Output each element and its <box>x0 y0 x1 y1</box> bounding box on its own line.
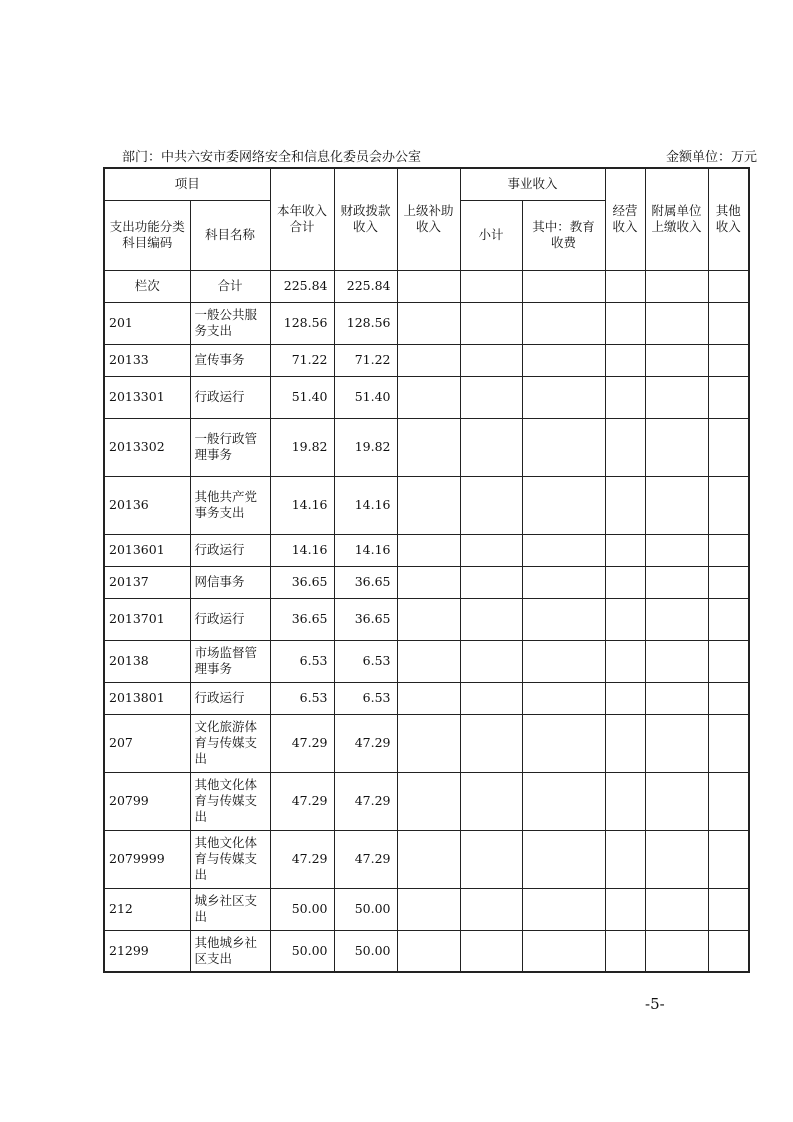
cell-superior <box>397 376 460 418</box>
cell-total: 14.16 <box>270 476 334 534</box>
cell-affiliated <box>645 418 708 476</box>
cell-total: 47.29 <box>270 714 334 772</box>
cell-code: 栏次 <box>104 270 190 302</box>
cell-other <box>708 566 749 598</box>
table-row <box>104 714 749 772</box>
table-row <box>104 344 749 376</box>
cell-affiliated <box>645 830 708 888</box>
cell-operation <box>605 270 645 302</box>
cell-subtotal <box>460 830 522 888</box>
cell-code: 201 <box>104 302 190 344</box>
cell-affiliated <box>645 682 708 714</box>
cell-total: 6.53 <box>270 640 334 682</box>
cell-edu <box>522 930 605 972</box>
cell-operation <box>605 830 645 888</box>
cell-subtotal <box>460 772 522 830</box>
page-number: -5- <box>645 995 665 1013</box>
cell-code: 207 <box>104 714 190 772</box>
cell-edu <box>522 534 605 566</box>
table-row <box>104 270 749 302</box>
cell-code: 2013601 <box>104 534 190 566</box>
cell-operation <box>605 534 645 566</box>
cell-fiscal: 71.22 <box>334 344 397 376</box>
cell-affiliated <box>645 714 708 772</box>
cell-subtotal <box>460 888 522 930</box>
cell-name: 行政运行 <box>190 376 270 418</box>
cell-operation <box>605 772 645 830</box>
cell-name: 其他文化体育与传媒支出 <box>190 772 270 830</box>
cell-code: 20138 <box>104 640 190 682</box>
table-row <box>104 772 749 830</box>
cell-name: 其他共产党事务支出 <box>190 476 270 534</box>
cell-superior <box>397 476 460 534</box>
table-row <box>104 930 749 972</box>
cell-subtotal <box>460 714 522 772</box>
cell-fiscal: 14.16 <box>334 476 397 534</box>
table-row <box>104 476 749 534</box>
cell-name: 其他城乡社区支出 <box>190 930 270 972</box>
cell-edu <box>522 302 605 344</box>
cell-superior <box>397 640 460 682</box>
cell-other <box>708 534 749 566</box>
cell-superior <box>397 930 460 972</box>
header-affiliated: 附属单位上缴收入 <box>645 168 708 270</box>
cell-affiliated <box>645 566 708 598</box>
cell-subtotal <box>460 640 522 682</box>
cell-total: 51.40 <box>270 376 334 418</box>
cell-name: 合计 <box>190 270 270 302</box>
cell-operation <box>605 640 645 682</box>
cell-fiscal: 50.00 <box>334 888 397 930</box>
cell-fiscal: 51.40 <box>334 376 397 418</box>
cell-affiliated <box>645 344 708 376</box>
cell-code: 20137 <box>104 566 190 598</box>
header-business: 事业收入 <box>460 168 605 200</box>
cell-fiscal: 6.53 <box>334 682 397 714</box>
cell-other <box>708 418 749 476</box>
cell-edu <box>522 682 605 714</box>
header-subtotal: 小计 <box>460 200 522 270</box>
cell-operation <box>605 476 645 534</box>
cell-code: 2013801 <box>104 682 190 714</box>
cell-affiliated <box>645 930 708 972</box>
cell-name: 行政运行 <box>190 534 270 566</box>
cell-other <box>708 830 749 888</box>
cell-operation <box>605 302 645 344</box>
header-operation: 经营收入 <box>605 168 645 270</box>
cell-operation <box>605 566 645 598</box>
cell-code: 2013301 <box>104 376 190 418</box>
cell-other <box>708 344 749 376</box>
table-row <box>104 534 749 566</box>
cell-name: 网信事务 <box>190 566 270 598</box>
cell-other <box>708 682 749 714</box>
cell-superior <box>397 344 460 376</box>
cell-total: 19.82 <box>270 418 334 476</box>
cell-edu <box>522 640 605 682</box>
unit-label: 金额单位：万元 <box>665 150 757 165</box>
cell-subtotal <box>460 534 522 566</box>
cell-total: 128.56 <box>270 302 334 344</box>
cell-operation <box>605 598 645 640</box>
header-edu: 其中：教育收费 <box>522 200 605 270</box>
cell-name: 市场监督管理事务 <box>190 640 270 682</box>
header-fiscal: 财政拨款收入 <box>334 168 397 270</box>
cell-subtotal <box>460 302 522 344</box>
cell-superior <box>397 830 460 888</box>
cell-name: 宣传事务 <box>190 344 270 376</box>
cell-superior <box>397 534 460 566</box>
cell-affiliated <box>645 640 708 682</box>
cell-subtotal <box>460 598 522 640</box>
table-row <box>104 418 749 476</box>
cell-code: 2079999 <box>104 830 190 888</box>
cell-subtotal <box>460 566 522 598</box>
cell-operation <box>605 888 645 930</box>
header-superior: 上级补助收入 <box>397 168 460 270</box>
cell-affiliated <box>645 772 708 830</box>
table-row <box>104 598 749 640</box>
cell-fiscal: 19.82 <box>334 418 397 476</box>
cell-affiliated <box>645 270 708 302</box>
cell-subtotal <box>460 376 522 418</box>
cell-affiliated <box>645 302 708 344</box>
cell-edu <box>522 418 605 476</box>
cell-total: 47.29 <box>270 830 334 888</box>
cell-edu <box>522 344 605 376</box>
cell-code: 20133 <box>104 344 190 376</box>
cell-code: 2013302 <box>104 418 190 476</box>
cell-fiscal: 6.53 <box>334 640 397 682</box>
cell-total: 50.00 <box>270 930 334 972</box>
cell-superior <box>397 682 460 714</box>
cell-operation <box>605 930 645 972</box>
cell-total: 36.65 <box>270 598 334 640</box>
cell-superior <box>397 566 460 598</box>
cell-code: 212 <box>104 888 190 930</box>
cell-other <box>708 714 749 772</box>
cell-other <box>708 888 749 930</box>
cell-subtotal <box>460 270 522 302</box>
cell-operation <box>605 418 645 476</box>
cell-other <box>708 476 749 534</box>
cell-name: 一般行政管理事务 <box>190 418 270 476</box>
cell-name: 文化旅游体育与传媒支出 <box>190 714 270 772</box>
cell-total: 6.53 <box>270 682 334 714</box>
table-row <box>104 888 749 930</box>
cell-superior <box>397 302 460 344</box>
cell-superior <box>397 598 460 640</box>
cell-other <box>708 376 749 418</box>
cell-operation <box>605 344 645 376</box>
cell-superior <box>397 270 460 302</box>
cell-other <box>708 598 749 640</box>
cell-affiliated <box>645 888 708 930</box>
income-table <box>103 167 750 973</box>
header-other: 其他收入 <box>708 168 749 270</box>
cell-total: 14.16 <box>270 534 334 566</box>
cell-superior <box>397 888 460 930</box>
header-project: 项目 <box>104 168 270 200</box>
department-label: 部门：中共六安市委网络安全和信息化委员会办公室 <box>122 150 422 165</box>
cell-fiscal: 225.84 <box>334 270 397 302</box>
cell-edu <box>522 566 605 598</box>
cell-code: 20799 <box>104 772 190 830</box>
cell-affiliated <box>645 534 708 566</box>
cell-name: 一般公共服务支出 <box>190 302 270 344</box>
cell-total: 47.29 <box>270 772 334 830</box>
cell-name: 城乡社区支出 <box>190 888 270 930</box>
table-row <box>104 376 749 418</box>
cell-total: 225.84 <box>270 270 334 302</box>
cell-name: 其他文化体育与传媒支出 <box>190 830 270 888</box>
cell-superior <box>397 772 460 830</box>
header-code: 支出功能分类科目编码 <box>104 200 190 270</box>
cell-code: 21299 <box>104 930 190 972</box>
cell-name: 行政运行 <box>190 598 270 640</box>
cell-operation <box>605 714 645 772</box>
cell-subtotal <box>460 476 522 534</box>
cell-edu <box>522 714 605 772</box>
cell-superior <box>397 714 460 772</box>
table-row <box>104 830 749 888</box>
cell-affiliated <box>645 476 708 534</box>
cell-fiscal: 47.29 <box>334 772 397 830</box>
cell-fiscal: 36.65 <box>334 598 397 640</box>
cell-subtotal <box>460 682 522 714</box>
cell-operation <box>605 682 645 714</box>
cell-other <box>708 930 749 972</box>
cell-edu <box>522 830 605 888</box>
cell-fiscal: 14.16 <box>334 534 397 566</box>
cell-code: 20136 <box>104 476 190 534</box>
cell-total: 50.00 <box>270 888 334 930</box>
cell-total: 71.22 <box>270 344 334 376</box>
table-row <box>104 682 749 714</box>
cell-edu <box>522 888 605 930</box>
cell-fiscal: 47.29 <box>334 830 397 888</box>
cell-fiscal: 50.00 <box>334 930 397 972</box>
header-name: 科目名称 <box>190 200 270 270</box>
cell-affiliated <box>645 376 708 418</box>
cell-edu <box>522 772 605 830</box>
cell-edu <box>522 476 605 534</box>
cell-code: 2013701 <box>104 598 190 640</box>
cell-name: 行政运行 <box>190 682 270 714</box>
header-total: 本年收入合计 <box>270 168 334 270</box>
cell-fiscal: 47.29 <box>334 714 397 772</box>
cell-edu <box>522 270 605 302</box>
cell-other <box>708 640 749 682</box>
cell-superior <box>397 418 460 476</box>
cell-subtotal <box>460 344 522 376</box>
cell-subtotal <box>460 930 522 972</box>
table-row <box>104 302 749 344</box>
cell-other <box>708 772 749 830</box>
cell-edu <box>522 598 605 640</box>
cell-operation <box>605 376 645 418</box>
table-row <box>104 640 749 682</box>
cell-fiscal: 36.65 <box>334 566 397 598</box>
cell-other <box>708 270 749 302</box>
cell-total: 36.65 <box>270 566 334 598</box>
cell-edu <box>522 376 605 418</box>
cell-subtotal <box>460 418 522 476</box>
cell-fiscal: 128.56 <box>334 302 397 344</box>
cell-affiliated <box>645 598 708 640</box>
table-row <box>104 566 749 598</box>
cell-other <box>708 302 749 344</box>
